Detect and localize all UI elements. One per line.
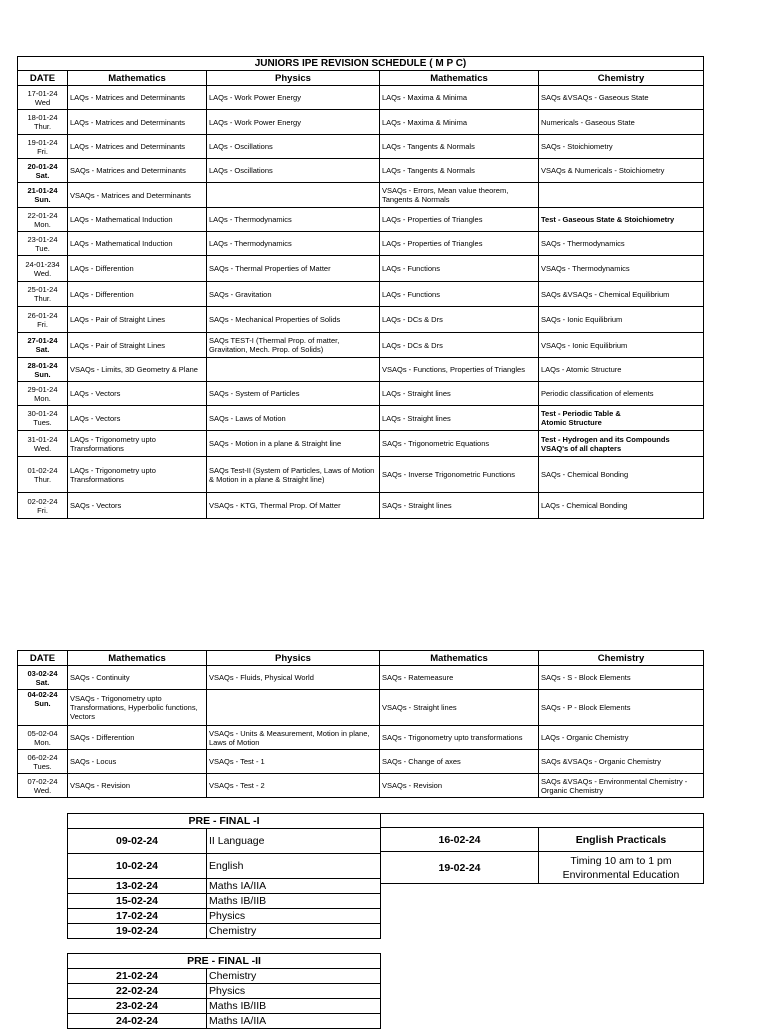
physics-cell: SAQs TEST-I (Thermal Prop. of matter, Gravitation, Mech. Prop. of Solids): [207, 333, 380, 358]
date-cell: 25-01-24 Thur.: [18, 282, 68, 307]
chemistry-cell: VSAQs & Numericals - Stoichiometry: [539, 159, 704, 183]
chemistry-cell: Numericals - Gaseous State: [539, 110, 704, 135]
prefinal-1-side-table: [380, 813, 704, 884]
physics-cell: LAQs - Oscillations: [207, 135, 380, 159]
table-row: [68, 924, 381, 939]
table-row: [18, 110, 704, 135]
date-cell: 28-01-24 Sun.: [18, 358, 68, 382]
table-row: [18, 493, 704, 519]
chemistry-cell: SAQs - Chemical Bonding: [539, 457, 704, 493]
exam-subject: Chemistry: [207, 924, 381, 939]
table-row: [68, 909, 381, 924]
math2-cell: VSAQs - Functions, Properties of Triangles: [380, 358, 539, 382]
chemistry-cell: SAQs - Stoichiometry: [539, 135, 704, 159]
header-chemistry: Chemistry: [539, 71, 704, 86]
math2-cell: LAQs - Tangents & Normals: [380, 135, 539, 159]
schedule-header-row: [18, 71, 704, 86]
math1-cell: SAQs - Continuity: [68, 666, 207, 690]
exam-date: 22-02-24: [68, 984, 207, 999]
date-cell: 30-01-24 Tues.: [18, 406, 68, 431]
exam-date: 15-02-24: [68, 894, 207, 909]
revision-schedule-table: [17, 56, 704, 519]
practical-text: English Practicals: [539, 828, 704, 852]
math1-cell: LAQs - Matrices and Determinants: [68, 86, 207, 110]
table-row: [381, 852, 704, 884]
table-row: [18, 358, 704, 382]
practical-date: 19-02-24: [381, 852, 539, 884]
math2-cell: LAQs - Properties of Triangles: [380, 208, 539, 232]
math2-cell: LAQs - Straight lines: [380, 406, 539, 431]
math2-cell: SAQs - Inverse Trigonometric Functions: [380, 457, 539, 493]
math1-cell: LAQs - Vectors: [68, 406, 207, 431]
math1-cell: SAQs - Vectors: [68, 493, 207, 519]
chemistry-cell: LAQs - Chemical Bonding: [539, 493, 704, 519]
date-cell: 24-01-234 Wed.: [18, 256, 68, 282]
chemistry-cell: Periodic classification of elements: [539, 382, 704, 406]
physics-cell: LAQs - Work Power Energy: [207, 110, 380, 135]
header-mathematics-1: Mathematics: [68, 651, 207, 666]
practical-date: 16-02-24: [381, 828, 539, 852]
table-row: [18, 135, 704, 159]
table-row: [18, 726, 704, 750]
math1-cell: LAQs - Differention: [68, 282, 207, 307]
math1-cell: LAQs - Matrices and Determinants: [68, 110, 207, 135]
physics-cell: LAQs - Thermodynamics: [207, 208, 380, 232]
date-cell: 29-01-24 Mon.: [18, 382, 68, 406]
table-row: [18, 774, 704, 798]
date-cell: 04-02-24 Sun.: [18, 690, 68, 726]
chemistry-cell: SAQs &VSAQs - Chemical Equilibrium: [539, 282, 704, 307]
table-row: [68, 854, 381, 879]
physics-cell: LAQs - Oscillations: [207, 159, 380, 183]
math1-cell: SAQs - Differention: [68, 726, 207, 750]
date-cell: 26-01-24 Fri.: [18, 307, 68, 333]
math2-cell: SAQs - Trigonometric Equations: [380, 431, 539, 457]
schedule-header-row: [18, 651, 704, 666]
date-cell: 01-02-24 Thur.: [18, 457, 68, 493]
exam-subject: Maths IB/IIB: [207, 894, 381, 909]
physics-cell: SAQs - Motion in a plane & Straight line: [207, 431, 380, 457]
table-row: [18, 666, 704, 690]
exam-subject: Chemistry: [207, 969, 381, 984]
chemistry-cell: SAQs &VSAQs - Environmental Chemistry - Organic Chemistry: [539, 774, 704, 798]
header-mathematics-2: Mathematics: [380, 651, 539, 666]
physics-cell: [207, 358, 380, 382]
math2-cell: VSAQs - Revision: [380, 774, 539, 798]
exam-date: 13-02-24: [68, 879, 207, 894]
table-row: [18, 183, 704, 208]
prefinal-1-table: [67, 813, 381, 939]
math1-cell: LAQs - Differention: [68, 256, 207, 282]
table-row: [18, 406, 704, 431]
math1-cell: LAQs - Mathematical Induction: [68, 232, 207, 256]
prefinal-1-title: PRE - FINAL -I: [68, 814, 381, 829]
physics-cell: VSAQs - Test - 1: [207, 750, 380, 774]
chemistry-cell: Test - Hydrogen and its Compounds VSAQ's of all chapters: [539, 431, 704, 457]
table-row: [68, 984, 381, 999]
table-row: [68, 879, 381, 894]
table-row: [68, 969, 381, 984]
physics-cell: VSAQs - Test - 2: [207, 774, 380, 798]
exam-date: 19-02-24: [68, 924, 207, 939]
exam-date: 24-02-24: [68, 1014, 207, 1029]
physics-cell: SAQs - Laws of Motion: [207, 406, 380, 431]
math2-cell: LAQs - Functions: [380, 256, 539, 282]
math1-cell: SAQs - Locus: [68, 750, 207, 774]
practical-text: Timing 10 am to 1 pm Environmental Education: [539, 852, 704, 884]
chemistry-cell: [539, 183, 704, 208]
blank-header: [381, 814, 704, 828]
table-row: [18, 307, 704, 333]
physics-cell: SAQs - Thermal Properties of Matter: [207, 256, 380, 282]
math1-cell: LAQs - Mathematical Induction: [68, 208, 207, 232]
math2-cell: SAQs - Straight lines: [380, 493, 539, 519]
chemistry-cell: Test - Periodic Table & Atomic Structure: [539, 406, 704, 431]
date-cell: 23-01-24 Tue.: [18, 232, 68, 256]
table-row: [381, 828, 704, 852]
physics-cell: SAQs - Gravitation: [207, 282, 380, 307]
exam-date: 09-02-24: [68, 829, 207, 854]
physics-cell: [207, 183, 380, 208]
date-cell: 03-02-24 Sat.: [18, 666, 68, 690]
math2-cell: LAQs - Tangents & Normals: [380, 159, 539, 183]
math1-cell: LAQs - Vectors: [68, 382, 207, 406]
table-row: [18, 690, 704, 726]
math2-cell: SAQs - Trigonometry upto transformations: [380, 726, 539, 750]
math1-cell: SAQs - Matrices and Determinants: [68, 159, 207, 183]
physics-cell: SAQs - Mechanical Properties of Solids: [207, 307, 380, 333]
table-row: [68, 894, 381, 909]
physics-cell: LAQs - Work Power Energy: [207, 86, 380, 110]
physics-cell: SAQs - System of Particles: [207, 382, 380, 406]
math1-cell: LAQs - Matrices and Determinants: [68, 135, 207, 159]
table-row: [18, 159, 704, 183]
exam-date: 10-02-24: [68, 854, 207, 879]
header-physics: Physics: [207, 651, 380, 666]
exam-subject: Maths IB/IIB: [207, 999, 381, 1014]
header-date: DATE: [18, 71, 68, 86]
prefinal-2-title: PRE - FINAL -II: [68, 954, 381, 969]
chemistry-cell: SAQs &VSAQs - Organic Chemistry: [539, 750, 704, 774]
math1-cell: LAQs - Trigonometry upto Transformations: [68, 457, 207, 493]
math2-cell: VSAQs - Straight lines: [380, 690, 539, 726]
date-cell: 17-01-24 Wed: [18, 86, 68, 110]
math2-cell: VSAQs - Errors, Mean value theorem, Tangents & Normals: [380, 183, 539, 208]
math1-cell: LAQs - Pair of Straight Lines: [68, 307, 207, 333]
exam-subject: English: [207, 854, 381, 879]
header-date: DATE: [18, 651, 68, 666]
physics-cell: SAQs Test-II (System of Particles, Laws of Motion & Motion in a plane & Straight line): [207, 457, 380, 493]
math1-cell: VSAQs - Revision: [68, 774, 207, 798]
revision-schedule-table-2: [17, 650, 704, 798]
table-row: [18, 382, 704, 406]
table-row: [18, 256, 704, 282]
math2-cell: LAQs - Functions: [380, 282, 539, 307]
math2-cell: LAQs - DCs & Drs: [380, 333, 539, 358]
chemistry-cell: SAQs - Ionic Equilibrium: [539, 307, 704, 333]
date-cell: 27-01-24 Sat.: [18, 333, 68, 358]
table-row: [18, 86, 704, 110]
math1-cell: LAQs - Pair of Straight Lines: [68, 333, 207, 358]
table-row: [18, 750, 704, 774]
math2-cell: LAQs - Straight lines: [380, 382, 539, 406]
chemistry-cell: LAQs - Organic Chemistry: [539, 726, 704, 750]
table-row: [18, 282, 704, 307]
chemistry-cell: SAQs - P - Block Elements: [539, 690, 704, 726]
table-row: [18, 333, 704, 358]
chemistry-cell: VSAQs - Ionic Equilibrium: [539, 333, 704, 358]
exam-subject: Physics: [207, 909, 381, 924]
date-cell: 20-01-24 Sat.: [18, 159, 68, 183]
math2-cell: LAQs - DCs & Drs: [380, 307, 539, 333]
prefinal-2-table: [67, 953, 381, 1029]
date-cell: 31-01-24 Wed.: [18, 431, 68, 457]
table-row: [68, 999, 381, 1014]
date-cell: 02-02-24 Fri.: [18, 493, 68, 519]
date-cell: 19-01-24 Fri.: [18, 135, 68, 159]
exam-date: 21-02-24: [68, 969, 207, 984]
math2-cell: SAQs - Change of axes: [380, 750, 539, 774]
schedule-title: JUNIORS IPE REVISION SCHEDULE ( M P C): [18, 57, 704, 71]
table-row: [18, 457, 704, 493]
header-physics: Physics: [207, 71, 380, 86]
exam-subject: Physics: [207, 984, 381, 999]
table-row: [68, 829, 381, 854]
date-cell: 06-02-24 Tues.: [18, 750, 68, 774]
physics-cell: VSAQs - KTG, Thermal Prop. Of Matter: [207, 493, 380, 519]
header-mathematics-1: Mathematics: [68, 71, 207, 86]
chemistry-cell: SAQs - Thermodynamics: [539, 232, 704, 256]
exam-subject: II Language: [207, 829, 381, 854]
date-cell: 05-02-04 Mon.: [18, 726, 68, 750]
date-cell: 07-02-24 Wed.: [18, 774, 68, 798]
physics-cell: VSAQs - Units & Measurement, Motion in plane, Laws of Motion: [207, 726, 380, 750]
chemistry-cell: SAQs - S - Block Elements: [539, 666, 704, 690]
math2-cell: LAQs - Maxima & Minima: [380, 86, 539, 110]
math1-cell: VSAQs - Trigonometry upto Transformations, Hyperbolic functions, Vectors: [68, 690, 207, 726]
date-cell: 21-01-24 Sun.: [18, 183, 68, 208]
math2-cell: SAQs - Ratemeasure: [380, 666, 539, 690]
exam-date: 23-02-24: [68, 999, 207, 1014]
math1-cell: VSAQs - Matrices and Determinants: [68, 183, 207, 208]
chemistry-cell: SAQs &VSAQs - Gaseous State: [539, 86, 704, 110]
math1-cell: LAQs - Trigonometry upto Transformations: [68, 431, 207, 457]
date-cell: 18-01-24 Thur.: [18, 110, 68, 135]
math1-cell: VSAQs - Limits, 3D Geometry & Plane: [68, 358, 207, 382]
exam-date: 17-02-24: [68, 909, 207, 924]
header-mathematics-2: Mathematics: [380, 71, 539, 86]
exam-subject: Maths IA/IIA: [207, 1014, 381, 1029]
math2-cell: LAQs - Properties of Triangles: [380, 232, 539, 256]
exam-subject: Maths IA/IIA: [207, 879, 381, 894]
physics-cell: [207, 690, 380, 726]
chemistry-cell: LAQs - Atomic Structure: [539, 358, 704, 382]
chemistry-cell: VSAQs - Thermodynamics: [539, 256, 704, 282]
table-row: [18, 232, 704, 256]
header-chemistry: Chemistry: [539, 651, 704, 666]
chemistry-cell: Test - Gaseous State & Stoichiometry: [539, 208, 704, 232]
math2-cell: LAQs - Maxima & Minima: [380, 110, 539, 135]
table-row: [18, 431, 704, 457]
physics-cell: VSAQs - Fluids, Physical World: [207, 666, 380, 690]
table-row: [18, 208, 704, 232]
physics-cell: LAQs - Thermodynamics: [207, 232, 380, 256]
date-cell: 22-01-24 Mon.: [18, 208, 68, 232]
table-row: [68, 1014, 381, 1029]
